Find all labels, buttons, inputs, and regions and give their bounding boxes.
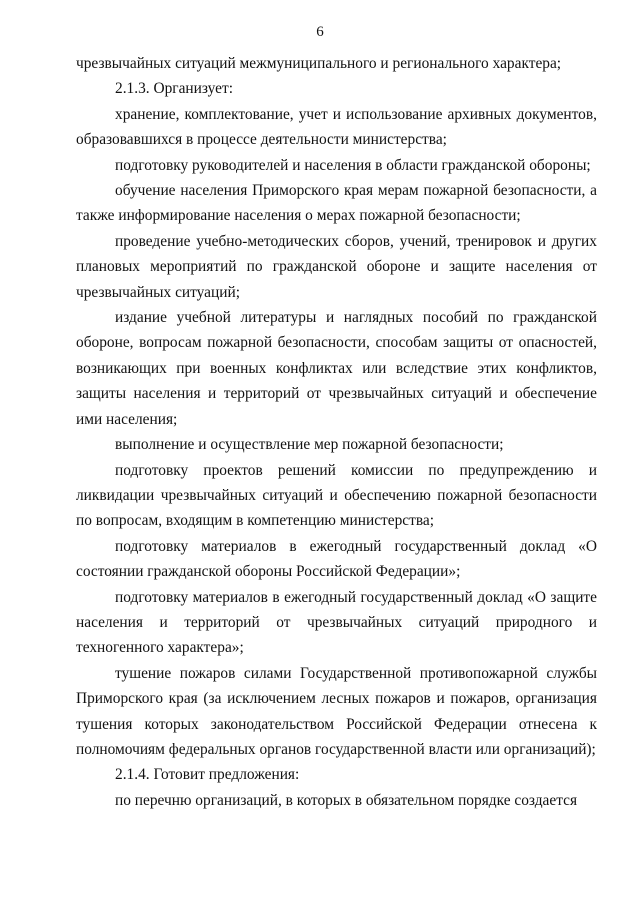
document-body bbox=[76, 51, 597, 813]
paragraph-publications: издание учебной литературы и наглядных пособий по гражданской обороне, вопросам пожарной безопасности, способам защиты от опасностей, возникающих при военных конфликтах или вследствие этих конфликтов, защиты населения и территорий от чрезвычайных ситуаций и обеспечение ими населения; bbox=[76, 309, 597, 428]
paragraph-civil-defense-report: подготовку материалов в ежегодный государственный доклад «О состоянии гражданской обороны Российской Федерации»; bbox=[76, 537, 597, 581]
section-heading-2-1-3: 2.1.3. Организует: bbox=[115, 80, 233, 98]
paragraph-commission-decisions: подготовку проектов решений комиссии по предупреждению и ликвидации чрезвычайных ситуаций и обеспечению пожарной безопасности по вопросам, входящим в компетенцию министерства; bbox=[76, 461, 597, 530]
page-number: 6 bbox=[316, 24, 324, 40]
paragraph-civil-defense-training: подготовку руководителей и населения в области гражданской обороны; bbox=[115, 156, 591, 174]
paragraph-continuation: чрезвычайных ситуаций межмуниципального и регионального характера; bbox=[76, 55, 562, 72]
paragraph-firefighting: тушение пожаров силами Государственной противопожарной службы Приморского края (за исключением лесных пожаров и пожаров, организация тушения которых законодательством Российской Федерации отнесена к полномочиям федеральных органов государственной власти или организаций); bbox=[76, 664, 597, 758]
paragraph-emergency-report: подготовку материалов в ежегодный государственный доклад «О защите населения и территорий от чрезвычайных ситуаций природного и техногенного характера»; bbox=[76, 588, 597, 657]
paragraph-archives: хранение, комплектование, учет и использование архивных документов, образовавшихся в процессе деятельности министерства; bbox=[76, 105, 597, 149]
paragraph-exercises: проведение учебно-методических сборов, учений, тренировок и других плановых мероприятий по гражданской обороне и защите населения от чрезвычайных ситуаций; bbox=[76, 232, 597, 301]
paragraph-fire-safety-measures: выполнение и осуществление мер пожарной безопасности; bbox=[115, 436, 504, 454]
section-heading-2-1-4: 2.1.4. Готовит предложения: bbox=[115, 766, 300, 784]
paragraph-organizations-list: по перечню организаций, в которых в обязательном порядке создается bbox=[115, 791, 578, 809]
paragraph-fire-safety-education: обучение населения Приморского края мерам пожарной безопасности, а также информирование населения о мерах пожарной безопасности; bbox=[76, 182, 597, 225]
